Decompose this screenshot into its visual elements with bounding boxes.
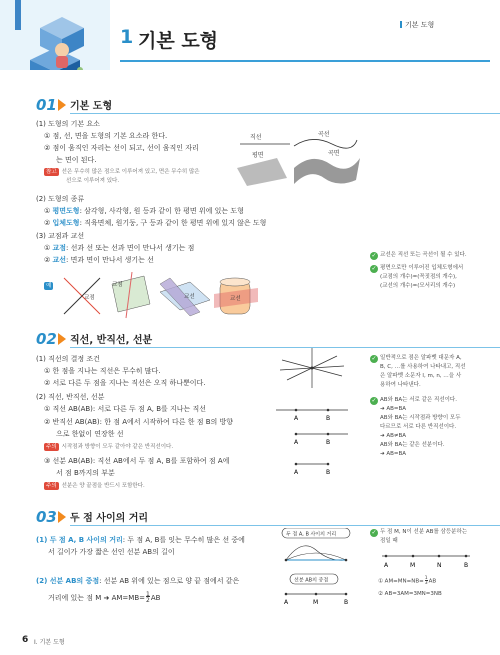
- s2-side-note-2: ✓ AB와 BA는 서로 같은 직선이다.: [371, 397, 457, 404]
- arrow-icon: [58, 511, 66, 523]
- svg-text:M: M: [313, 599, 319, 606]
- distance-midpoint-figures: [276, 528, 356, 610]
- svg-text:A: A: [384, 562, 389, 569]
- s1-p3a: ① 교점: 선과 선 또는 선과 면이 만나서 생기는 점: [44, 244, 195, 252]
- section-number: 01: [36, 96, 57, 114]
- s2-side-note-2f: AB와 BA는 같은 선분이다.: [380, 442, 445, 448]
- s2-p1b: ② 서로 다른 두 점을 지나는 직선은 오직 하나뿐이다.: [44, 379, 206, 387]
- section-01-header: [36, 96, 496, 114]
- s1-p1b2: 는 면이 된다.: [56, 156, 97, 164]
- section-title: 직선, 반직선, 선분: [70, 335, 153, 346]
- s1-p3: (3) 교점과 교선: [36, 232, 85, 240]
- check-icon: ✓: [371, 355, 377, 362]
- svg-text:A: A: [294, 439, 299, 446]
- line-figures: [272, 346, 352, 486]
- character-icon: [55, 43, 69, 57]
- line-ab-figure: [276, 409, 348, 422]
- s2-side-note-1: ✓ 일반적으로 점은 알파벳 대문자 A,: [371, 355, 462, 362]
- s2-note-2: 주의 선분은 양 끝점을 반드시 포함한다.: [46, 483, 145, 489]
- s1-side-note-2c: (교선의 개수)=(모서리의 개수): [380, 283, 456, 289]
- intersection-examples-figure: [60, 272, 260, 320]
- check-icon: ✓: [371, 397, 377, 404]
- s2-p2: (2) 직선, 반직선, 선분: [36, 393, 105, 401]
- s2-side-note-2b: ➜ AB=BA: [380, 406, 407, 412]
- check-icon: ✓: [371, 529, 377, 536]
- section-number: 02: [36, 330, 57, 348]
- svg-text:A: A: [284, 599, 289, 606]
- ex-label-line-1: 교선: [184, 294, 195, 300]
- s2-side-note-1c: 은 알파벳 소문자 l, m, n, …을 사: [380, 373, 462, 379]
- s2-p1: (1) 직선의 결정 조건: [36, 355, 100, 363]
- s2-note-1: 주의 시작점과 방향이 모두 같아야 같은 반직선이다.: [46, 444, 174, 450]
- ex-label-point-1: 교점: [84, 295, 95, 301]
- point-line-plane-figure: [232, 128, 362, 186]
- s2-p1a: ① 한 점을 지나는 직선은 무수히 많다.: [44, 367, 161, 375]
- s3-p1: (1) 두 점 A, B 사이의 거리: 두 점 A, B를 잇는 무수히 많은 선 중에: [36, 536, 245, 544]
- chapter-title: 기본 도형: [138, 30, 219, 52]
- fig-label-distance: 두 점 A, B 사이의 거리: [286, 531, 337, 538]
- s1-p2: (2) 도형의 종류: [36, 195, 85, 203]
- s3-side-note-1: ✓ 두 점 M, N이 선분 AB를 삼등분하는: [371, 529, 468, 536]
- fig-label-curve: 곡선: [318, 131, 330, 138]
- svg-text:B: B: [464, 562, 469, 569]
- s1-note: 참고 선은 무수히 많은 점으로 이루어져 있고, 면은 무수히 많은: [46, 169, 200, 175]
- s1-p1: (1) 도형의 기본 요소: [36, 120, 100, 128]
- s2-side-note-1d: 용하여 나타낸다.: [380, 382, 421, 388]
- fig-label-line: 직선: [250, 134, 262, 141]
- segment-ab-figure: [294, 463, 330, 476]
- s2-side-note-2e: ➜ AB≠BA: [380, 433, 407, 439]
- s2-p2c: ③ 선분 AB(AB): 직선 AB에서 두 점 A, B를 포함하여 점 A에: [44, 457, 230, 465]
- s2-side-note-2d: 다르므로 서로 다른 반직선이다.: [380, 424, 457, 430]
- s3-side-note-3: ② AB=3AM=3MN=3NB: [378, 591, 442, 597]
- header-rule: [120, 60, 490, 62]
- section-03-header: [36, 508, 496, 526]
- s3-side-note-1b: 점일 때: [380, 538, 398, 544]
- arrow-icon: [58, 99, 66, 111]
- svg-text:A: A: [294, 469, 299, 476]
- s2-p2c2: 서 점 B까지의 부분: [56, 469, 115, 477]
- svg-text:M: M: [410, 562, 416, 569]
- s3-side-note-2: ① $AM=MN=NB=\frac{1}{3}AB$: [378, 576, 437, 586]
- check-icon: ✓: [371, 265, 377, 272]
- svg-text:B: B: [326, 415, 331, 422]
- s1-side-note-1: ✓ 교선은 직선 또는 곡선이 될 수 있다.: [371, 252, 467, 259]
- s1-p3b: ② 교선: 면과 면이 만나서 생기는 선: [44, 256, 154, 264]
- section-02-header: [36, 330, 496, 348]
- fig-label-plane: 평면: [252, 152, 264, 159]
- ex-label-point-2: 교점: [112, 282, 123, 288]
- note-tag: 참고: [46, 169, 57, 175]
- s1-note-2: 선으로 이루어져 있다.: [66, 178, 120, 184]
- ray-ab-figure: [294, 433, 348, 446]
- section-number: 03: [36, 508, 57, 526]
- s2-p2b2: 으로 한없이 연장한 선: [56, 430, 124, 438]
- fig-label-surface: 곡면: [328, 150, 340, 157]
- s3-p2b: 거리에 있는 점 M ➜ AM=MB=1 2AB: [48, 591, 161, 604]
- footer-label: I. 기본 도형: [34, 639, 65, 646]
- s2-p2a: ① 직선 AB(AB): 서로 다른 두 점 A, B를 지나는 직선: [44, 405, 207, 413]
- s1-p1a: ① 점, 선, 면을 도형의 기본 요소라 한다.: [44, 132, 168, 140]
- s2-side-note-1b: B, C, …를 사용하여 나타내고, 직선: [380, 364, 466, 370]
- s2-p2b: ② 반직선 AB(AB): 한 점 A에서 시작하여 다른 한 점 B의 방향: [44, 418, 234, 426]
- section-title: 기본 도형: [70, 101, 113, 112]
- trisection-figure: [376, 548, 476, 572]
- svg-text:N: N: [437, 562, 442, 569]
- section-title: 두 점 사이의 거리: [70, 513, 149, 524]
- svg-text:B: B: [344, 599, 349, 606]
- arrow-icon: [58, 333, 66, 345]
- ex-label-line-2: 교선: [230, 296, 241, 302]
- s2-side-note-2c: AB와 BA는 시작점과 방향이 모두: [380, 415, 461, 421]
- s2-side-note-2g: ➜ AB=BA: [380, 451, 407, 457]
- chapter-number: 1: [120, 26, 134, 48]
- svg-text:B: B: [326, 439, 331, 446]
- example-tag: 예: [46, 283, 52, 289]
- svg-text:A: A: [294, 415, 299, 422]
- check-icon: ✓: [371, 252, 377, 259]
- s3-p2: (2) 선분 AB의 중점: 선분 AB 위에 있는 점으로 양 끝 점에서 같은: [36, 577, 240, 585]
- svg-text:B: B: [326, 469, 331, 476]
- page-number: 6: [22, 635, 29, 645]
- s1-p2b: ② 입체도형: 직육면체, 원기둥, 구 등과 같이 한 평면 위에 있지 않은 도형: [44, 219, 267, 227]
- s3-p1b: 서 길이가 가장 짧은 선인 선분 AB의 길이: [48, 548, 175, 556]
- fig-label-midpoint: 선분 AB의 중점: [294, 577, 329, 584]
- running-header: 기본 도형: [400, 20, 434, 30]
- s1-p1b: ② 점이 움직인 자리는 선이 되고, 선이 움직인 자리: [44, 144, 199, 152]
- pencil-of-lines-figure: [280, 348, 344, 388]
- s1-side-note-2b: (교점의 개수)=(꼭짓점의 개수),: [380, 274, 457, 280]
- s1-side-note-2: ✓ 평면으로만 이루어진 입체도형에서: [371, 265, 464, 272]
- s1-p2a: ① 평면도형: 삼각형, 사각형, 원 등과 같이 한 평면 위에 있는 도형: [44, 207, 244, 215]
